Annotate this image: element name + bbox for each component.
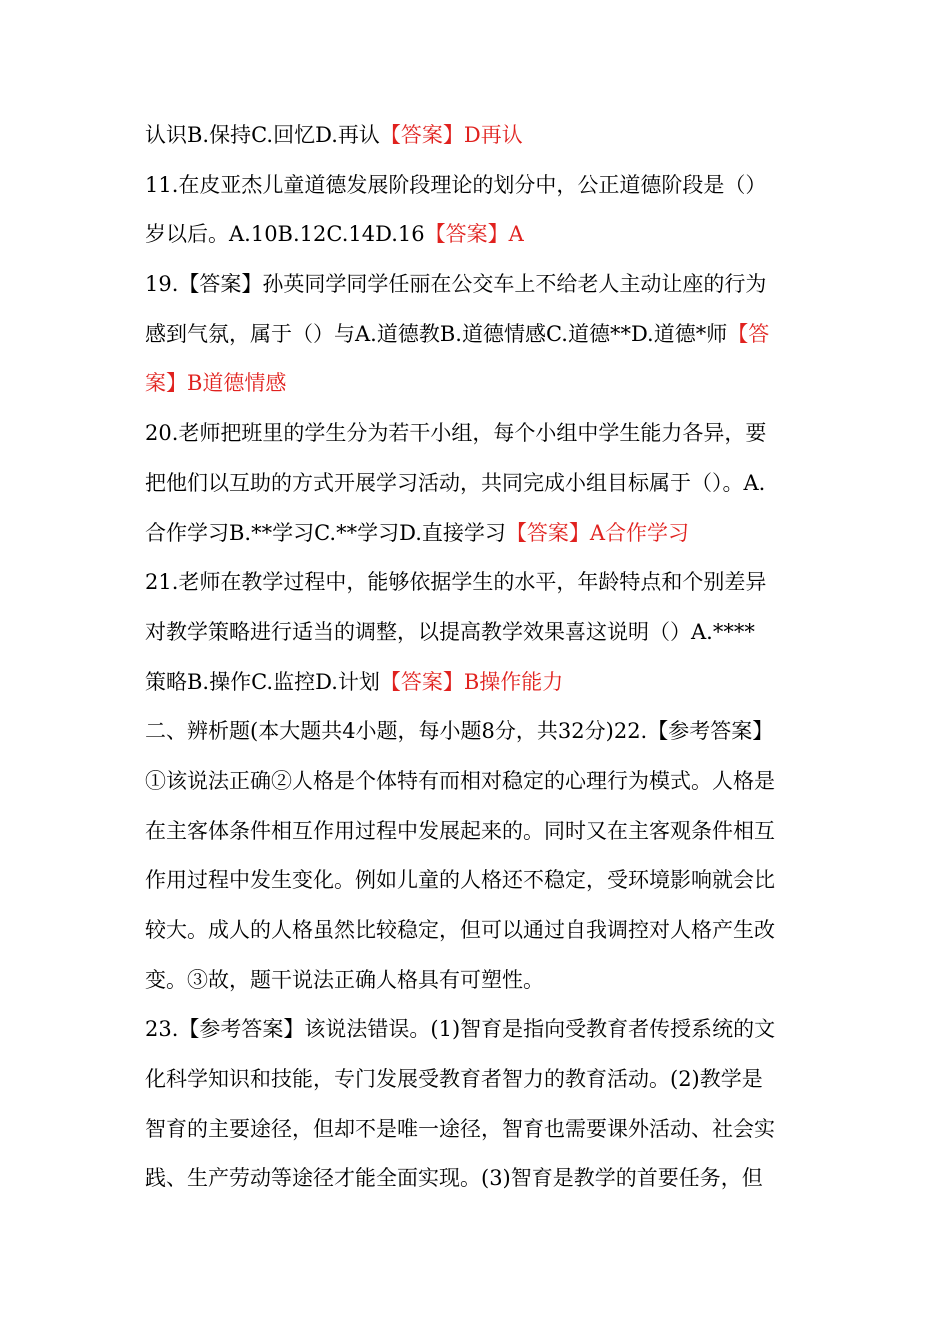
text-line bbox=[145, 1005, 810, 1055]
text-line bbox=[145, 757, 810, 807]
body-text: 化科学知识和技能，专门发展受教育者智力的教育活动。(2)教学是 bbox=[145, 1067, 763, 1092]
text-line bbox=[145, 161, 810, 211]
text-line bbox=[145, 956, 810, 1006]
answer-text: 【答案】A合作学习 bbox=[505, 520, 690, 545]
text-line bbox=[145, 558, 810, 608]
body-text: 在主客体条件相互作用过程中发展起来的。同时又在主客观条件相互 bbox=[145, 818, 775, 843]
text-line bbox=[145, 906, 810, 956]
body-text: 11.在皮亚杰儿童道德发展阶段理论的划分中，公正道德阶段是（） bbox=[145, 172, 767, 197]
body-text: 变。③故，题干说法正确人格具有可塑性。 bbox=[145, 967, 544, 992]
text-line bbox=[145, 310, 810, 360]
body-text: 19.【答案】孙英同学同学任丽在公交车上不给老人主动让座的行为 bbox=[145, 272, 767, 297]
text-line bbox=[145, 260, 810, 310]
document-body bbox=[145, 111, 810, 1204]
answer-text: 【答案】B操作能力 bbox=[379, 669, 564, 694]
body-text: 23.【参考答案】该说法错误。(1)智育是指向受教育者传授系统的文 bbox=[145, 1017, 776, 1042]
body-text: 较大。成人的人格虽然比较稳定，但可以通过自我调控对人格产生改 bbox=[145, 918, 775, 942]
text-line bbox=[145, 409, 810, 459]
body-text: ①该说法正确②人格是个体特有而相对稳定的心理行为模式。人格是 bbox=[145, 768, 775, 793]
text-line bbox=[145, 707, 810, 757]
text-line bbox=[145, 210, 810, 260]
body-text: 21.老师在教学过程中，能够依据学生的水平，年龄特点和个别差异 bbox=[145, 570, 767, 595]
text-line bbox=[145, 1105, 810, 1155]
text-line bbox=[145, 459, 810, 509]
body-text: 合作学习B.**学习C.**学习D.直接学习 bbox=[145, 520, 506, 545]
body-text: 作用过程中发生变化。例如儿童的人格还不稳定，受环境影响就会比 bbox=[145, 868, 775, 893]
answer-text: 【答 bbox=[727, 321, 770, 346]
body-text: 岁以后。A.10B.12C.14D.16 bbox=[145, 222, 425, 247]
body-text: 对教学策略进行适当的调整，以提高教学效果喜这说明（）A.**** bbox=[145, 619, 755, 644]
body-text: 把他们以互助的方式开展学习活动，共同完成小组目标属于（）。A. bbox=[145, 470, 766, 495]
body-text: 20.老师把班里的学生分为若干小组，每个小组中学生能力各异，要 bbox=[145, 421, 767, 446]
body-text: 践、生产劳动等途径才能全面实现。(3)智育是教学的首要任务，但 bbox=[145, 1166, 763, 1191]
answer-text: 【答案】A bbox=[424, 222, 524, 247]
text-line bbox=[145, 807, 810, 857]
text-line bbox=[145, 111, 810, 161]
answer-text: 【答案】D再认 bbox=[379, 123, 523, 147]
text-line bbox=[145, 1154, 810, 1204]
text-line bbox=[145, 359, 810, 409]
text-line bbox=[145, 1055, 810, 1105]
text-line bbox=[145, 509, 810, 559]
body-text: 智育的主要途径，但却不是唯一途径，智育也需要课外活动、社会实 bbox=[145, 1116, 775, 1141]
answer-text: 案】B道德情感 bbox=[145, 371, 287, 396]
body-text: 策略B.操作C.监控D.计划 bbox=[145, 669, 380, 694]
body-text: 二、辨析题(本大题共4小题，每小题8分，共32分)22.【参考答案】 bbox=[145, 719, 774, 744]
text-line bbox=[145, 856, 810, 906]
body-text: 感到气氛，属于（）与A.道德教B.道德情感C.道德**D.道德*师 bbox=[145, 321, 728, 346]
text-line bbox=[145, 608, 810, 658]
text-line bbox=[145, 658, 810, 708]
body-text: 认识B.保持C.回忆D.再认 bbox=[145, 123, 380, 147]
